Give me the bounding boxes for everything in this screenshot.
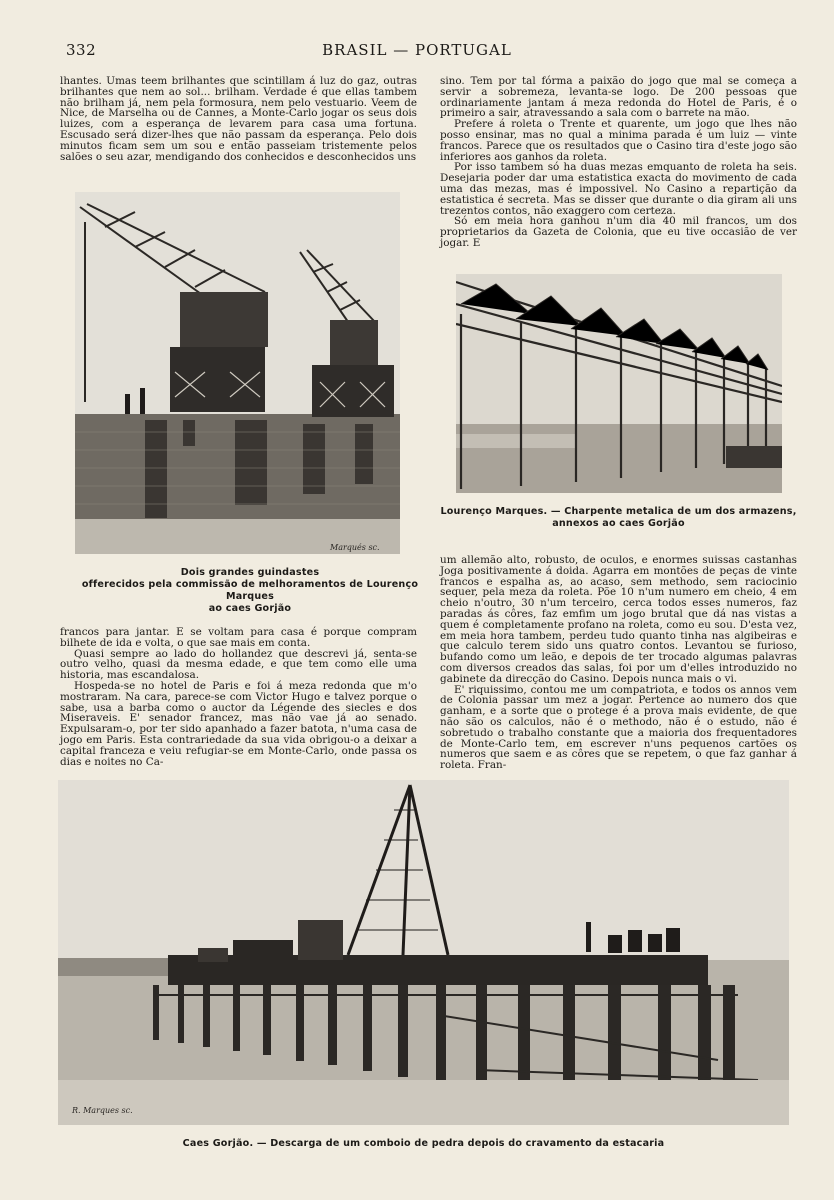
left-column-bottom — [60, 627, 417, 767]
paragraph: Por isso tambem só ha duas mezas emquanto de roleta ha seis. Desejaria poder dar uma estatistica exacta do movimento de cada uma das mezas, mas é impossivel. No Casino a repartição da estatistica é secreta. Mas se disser que durante o dia giram ali uns trezentos contos, não exaggero com certeza. — [440, 161, 797, 217]
warehouse-illustration — [456, 274, 782, 493]
left-column-top — [60, 76, 417, 162]
caption-line: annexos ao caes Gorjão — [552, 518, 685, 529]
caption-line: Dois grandes guindastes — [180, 567, 320, 578]
cranes-caption — [60, 567, 440, 615]
pier-caption: Caes Gorjão. — Descarga de um comboio de pedra depois do cravamento da estacaria — [182, 1138, 665, 1149]
paragraph: Quasi sempre ao lado do hollandez que descrevi já, senta-se outro velho, quasi da mesma edade, e que tem como elle uma historia, mas escandalosa. — [60, 647, 417, 682]
paragraph: um allemão alto, robusto, de oculos, e enormes suissas castanhas Joga positivamente á doida. Agarra em montões de peças de vinte francos e espalha as, ao acaso, sem methodo, sem raciocinio sequer, pela meza da roleta. Põe 10 n'um numero em cheio, 4 em cheio n'outro, 30 n'um terceiro, cerca todos esses numeros, faz paradas ás côres, faz emfim um jogo brutal que dá nas vistas a quem é completamente profano na roleta, como eu sou. D'esta vez, em meia hora tambem, perdeu tudo quanto tinha nas algibeiras e que calculo terem sido uns quatro contos. Levantou se furioso, bufando como um leão, e depois de ter trocado algumas palavras com diversos creados das salas, foi por um d'elles introduzido no gabinete da direcção do Casino. Depois nunca mais o vi. — [440, 554, 797, 685]
running-head: BRASIL — PORTUGAL — [322, 41, 512, 59]
cranes-illustration — [75, 192, 400, 554]
warehouse-photo — [456, 274, 782, 493]
pier-photo — [58, 780, 789, 1125]
paragraph: E' riquissimo, contou me um compatriota, e todos os annos vem de Colonia passar um mez a jogar. Pertence ao numero dos que ganham, e a sorte que o protege é a prova mais evidente, de que não são os calculos, não é o methodo, não é o estudo, não é sobretudo o trabalho constante que a maioria dos frequentadores de Monte-Carlo tem, em escrever n'uns pequenos cartões os numeros que saem e as côres que se repetem, o que faz ganhar á roleta. Fran- — [440, 683, 797, 772]
paragraph: Hospeda-se no hotel de Paris e foi á meza redonda que m'o mostraram. Na cara, parece-se com Victor Hugo e talvez porque o sabe, usa a barba como o auctor da Légende des siecles e dos Miseraveis. E' senador francez, mas não vae já ao senado. Expulsaram-o, por ter sido apanhado a fazer batota, n'uma casa de jogo em Paris. Esta contrariedade da sua vida obrigou-o a deixar a capital franceza e veiu refugiar-se em Monte-Carlo, onde passa os dias e noites no Ca- — [60, 679, 417, 768]
cranes-photo — [75, 192, 400, 554]
pier-illustration — [58, 780, 789, 1125]
paragraph: francos para jantar. E se voltam para casa é porque compram bilhete de ida e volta, o que sae mais em conta. — [60, 626, 417, 649]
caption-line: Lourenço Marques. — Charpente metalica de um dos armazens, — [440, 506, 797, 517]
caption-line: offerecidos pela commissão de melhoramentos de Lourenço Marques — [81, 579, 419, 602]
paragraph: sino. Tem por tal fórma a paixão do jogo que mal se começa a servir a sobremeza, levanta-se logo. De 200 pessoas que ordinariamente jantam á meza redonda do Hotel de Paris, é o primeiro a sair, atravessando a sala com o barrete na mão. — [440, 75, 797, 120]
paragraph: Só em meia hora ganhou n'um dia 40 mil francos, um dos proprietarios da Gazeta de Colonia, que eu tive occasião de ver jogar. E — [440, 215, 797, 249]
right-column-top — [440, 76, 797, 249]
engraver-signature: Marqués sc. — [330, 543, 380, 552]
right-column-bottom — [440, 555, 797, 771]
paragraph: Prefere á roleta o Trente et quarente, um jogo que lhes não posso ensinar, mas no qual a minima parada é um luiz — vinte francos. Parece que os resultados que o Casino tira d'este jogo são inferiores aos ganhos da roleta. — [440, 118, 797, 163]
warehouse-caption — [440, 506, 797, 530]
engraver-signature: R. Marques sc. — [72, 1106, 133, 1115]
paragraph: lhantes. Umas teem brilhantes que scintillam á luz do gaz, outras brilhantes que nem ao sol... brilham. Verdade é que ellas tambem não brilham já, nem pela formosura, nem pelo vestuario. Veem de Nice, de Marselha ou de Cannes, a Monte-Carlo jogar os seus dois luizes, com a esperança de levarem para casa uma fortuna. Escusado será dizer-lhes que não passam da esperança. Pelo dois minutos ficam sem um sou e então passeiam tristemente pelos salões o seu azar, mendigando dos conhecidos e desconhecidos uns — [60, 75, 417, 163]
page-number: 332 — [66, 41, 97, 59]
caption-line: ao caes Gorjão — [208, 603, 292, 614]
